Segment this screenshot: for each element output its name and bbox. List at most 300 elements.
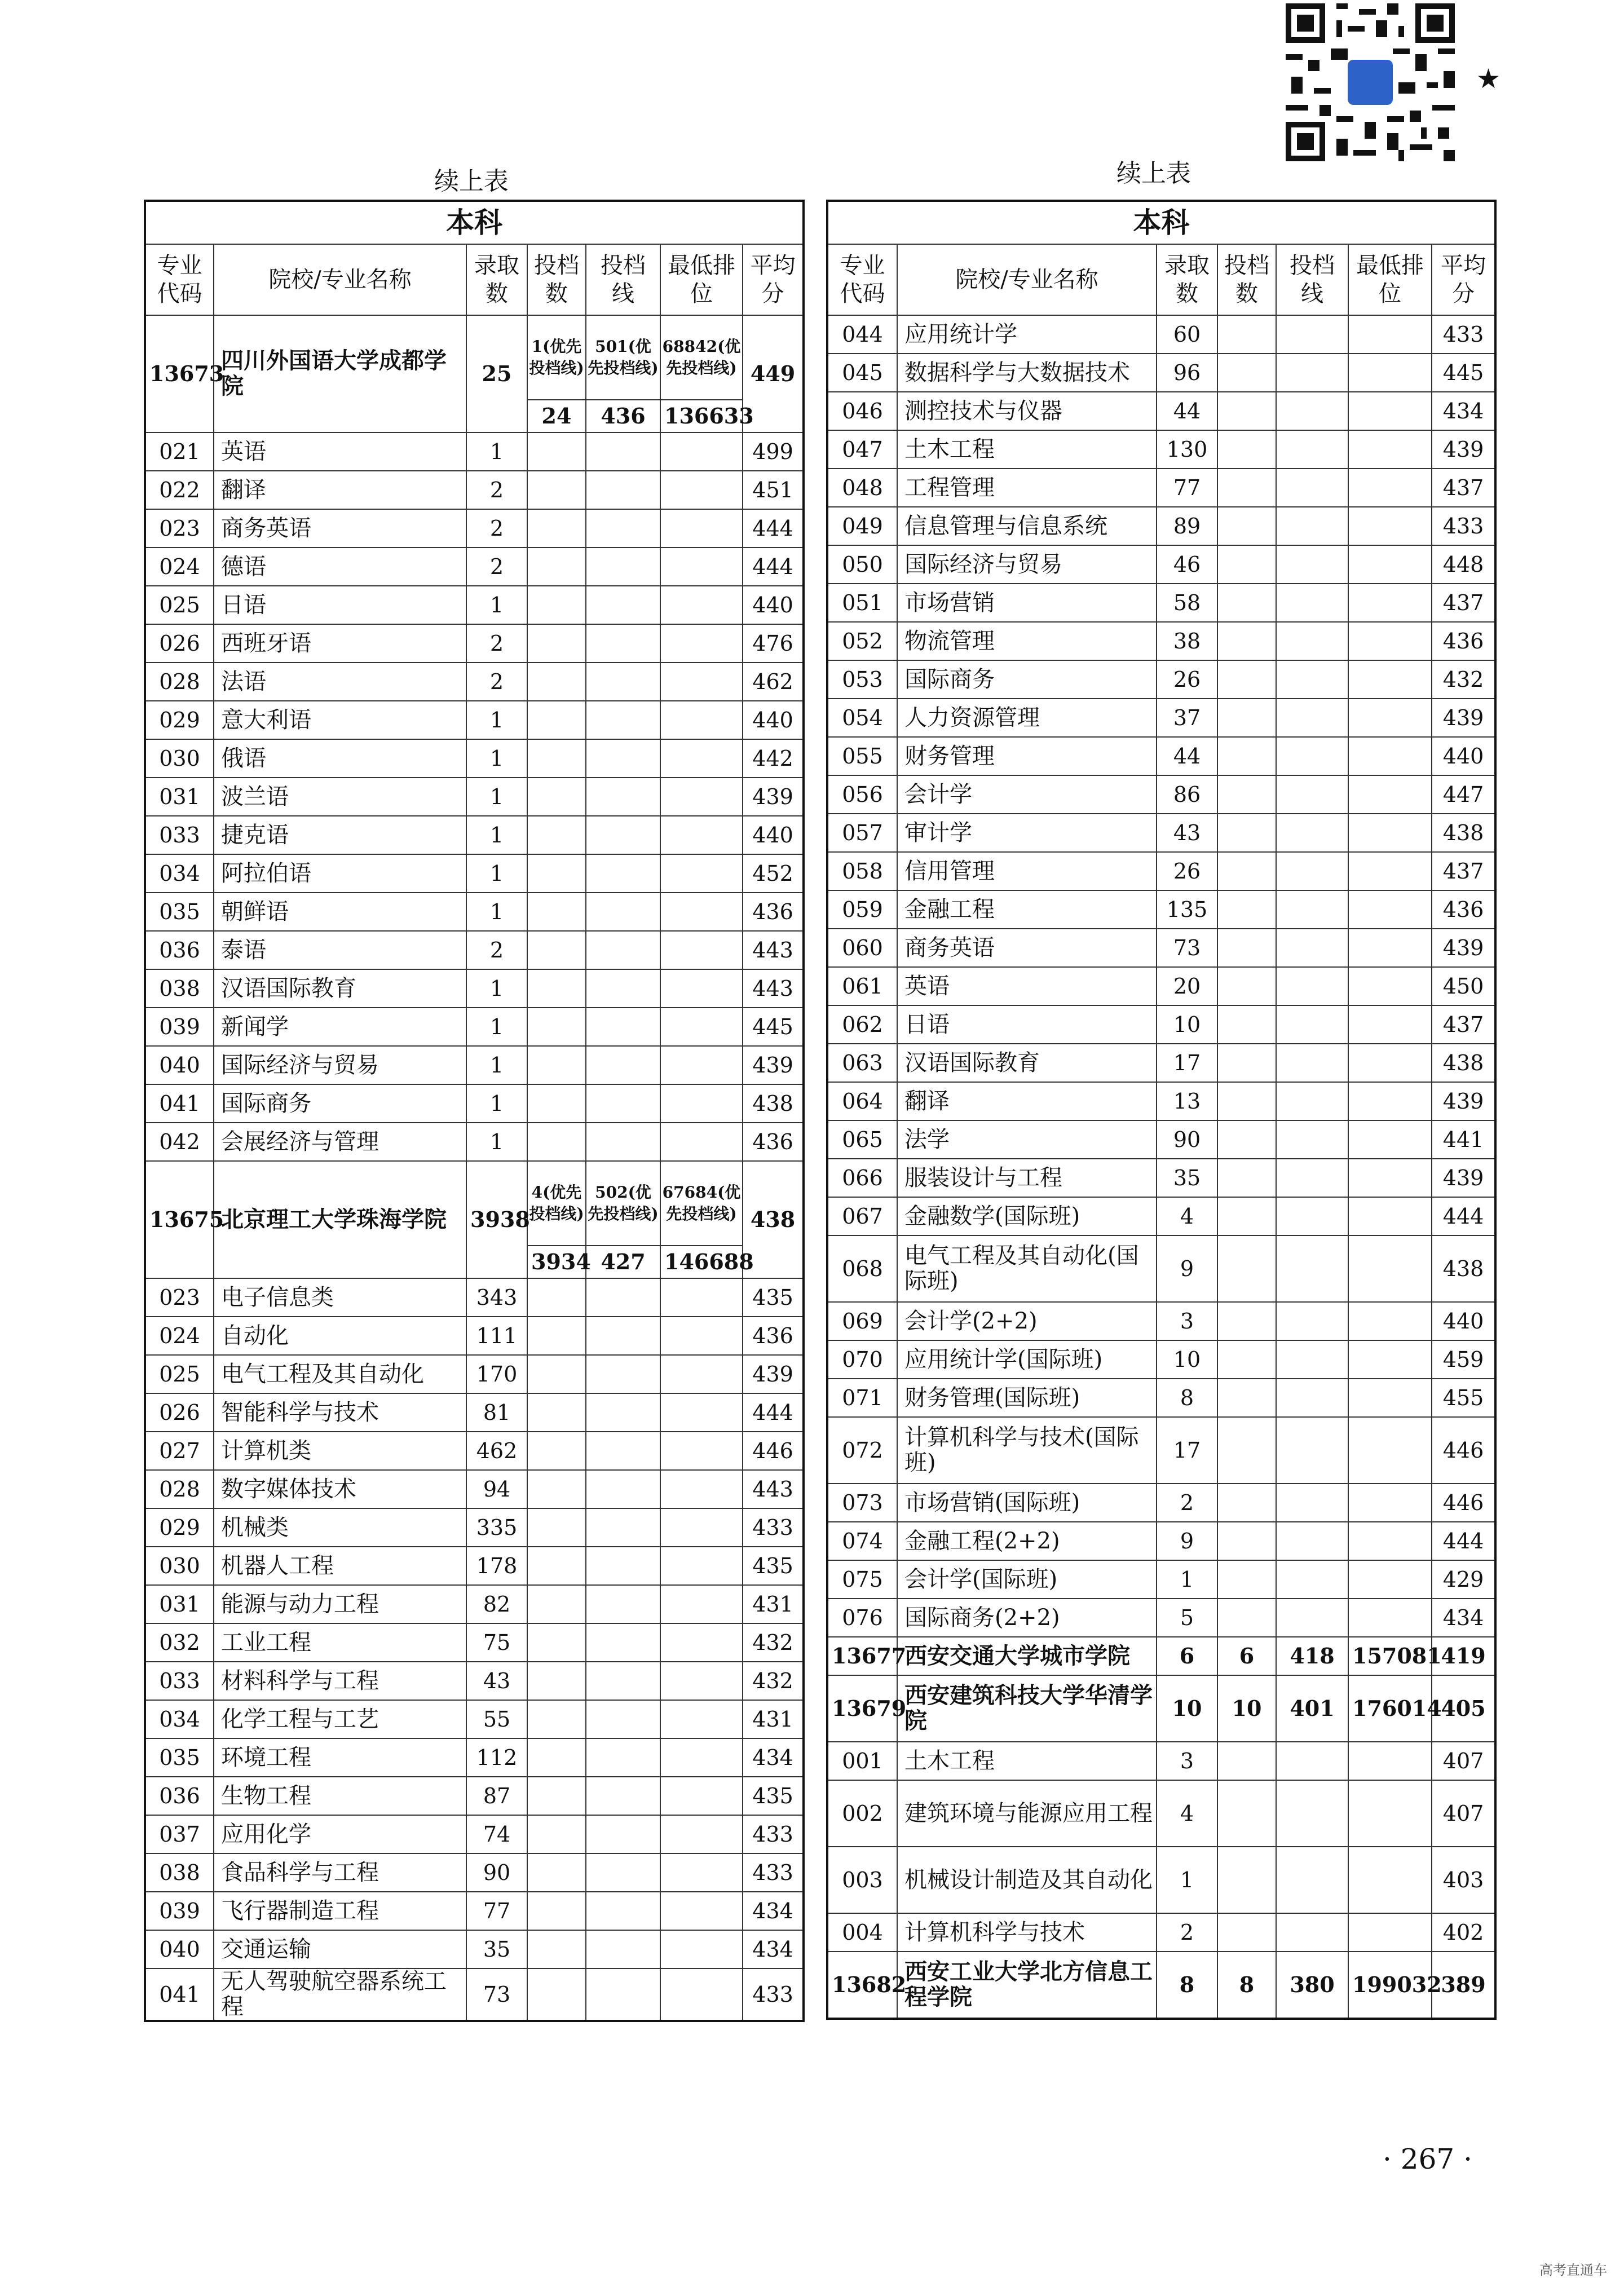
major-avg: 452 [743,854,804,893]
major-filed-line [1276,1847,1348,1913]
major-row [827,1159,1495,1197]
major-row [145,854,804,893]
major-avg: 433 [743,1968,804,2021]
major-filed-line [1276,507,1348,545]
major-code: 033 [145,1662,214,1700]
major-admitted: 1 [466,586,527,624]
major-name: 日语 [897,1005,1157,1044]
major-row [145,931,804,969]
major-code: 037 [145,1815,214,1853]
major-filed-count [527,1968,586,2021]
major-row [145,1123,804,1161]
major-filed-count [1217,1484,1276,1522]
major-name: 财务管理(国际班) [897,1379,1157,1417]
major-filed-count [1217,354,1276,392]
major-admitted: 1 [466,1084,527,1123]
major-filed-count [527,1355,586,1393]
institution-avg: 389 [1432,1952,1495,2019]
major-filed-line [586,1623,660,1662]
institution-admitted: 25 [466,315,527,432]
major-name: 计算机类 [214,1432,466,1470]
major-admitted: 44 [1157,737,1217,775]
major-admitted: 1 [466,816,527,854]
major-avg: 445 [1432,354,1495,392]
major-min-rank [1348,1197,1432,1235]
col-header-min-rank: 最低排位 [1348,244,1432,315]
major-avg: 433 [743,1815,804,1853]
major-row [145,1968,804,2021]
major-filed-line [586,1547,660,1585]
major-filed-line [1276,1120,1348,1159]
major-filed-count [1217,392,1276,430]
major-avg: 447 [1432,775,1495,814]
star-mark: ★ [1476,63,1501,95]
major-min-rank [660,1046,743,1084]
major-name: 电气工程及其自动化 [214,1355,466,1393]
major-code: 041 [145,1084,214,1123]
major-admitted: 112 [466,1738,527,1777]
major-name: 朝鲜语 [214,893,466,931]
major-filed-count [527,1815,586,1853]
major-admitted: 1 [466,1046,527,1084]
major-filed-count [1217,775,1276,814]
major-min-rank [660,1470,743,1508]
major-name: 机器人工程 [214,1547,466,1585]
major-code: 002 [827,1780,897,1847]
major-code: 027 [145,1432,214,1470]
major-name: 计算机科学与技术 [897,1913,1157,1952]
major-name: 材料科学与工程 [214,1662,466,1700]
major-avg: 435 [743,1547,804,1585]
major-admitted: 4 [1157,1197,1217,1235]
major-avg: 438 [1432,1044,1495,1082]
major-name: 智能科学与技术 [214,1393,466,1432]
major-filed-line [1276,1913,1348,1952]
major-filed-count [527,739,586,778]
major-avg: 437 [1432,469,1495,507]
major-filed-count [527,586,586,624]
major-name: 生物工程 [214,1777,466,1815]
major-code: 004 [827,1913,897,1952]
major-filed-line [1276,660,1348,699]
major-row [827,929,1495,967]
major-min-rank [660,778,743,816]
major-filed-count [1217,1340,1276,1379]
col-header-filed-line: 投档线 [1276,244,1348,315]
major-code: 070 [827,1340,897,1379]
major-filed-line [586,1355,660,1393]
major-min-rank [1348,1560,1432,1599]
major-code: 001 [827,1742,897,1780]
major-filed-line [586,969,660,1008]
major-code: 048 [827,469,897,507]
major-avg: 402 [1432,1913,1495,1952]
major-admitted: 77 [1157,469,1217,507]
major-code: 025 [145,586,214,624]
major-filed-count [527,1662,586,1700]
major-min-rank [1348,622,1432,660]
major-name: 能源与动力工程 [214,1585,466,1623]
major-avg: 438 [1432,1235,1495,1302]
major-min-rank [1348,1913,1432,1952]
major-row [827,737,1495,775]
institution-filed-line: 436 [586,400,660,432]
major-filed-count [527,1317,586,1355]
major-filed-count [527,1084,586,1123]
major-name: 工程管理 [897,469,1157,507]
major-min-rank [660,1008,743,1046]
major-min-rank [1348,1340,1432,1379]
major-avg: 432 [743,1623,804,1662]
major-filed-line [586,548,660,586]
major-row [827,699,1495,737]
major-code: 064 [827,1082,897,1120]
major-code: 049 [827,507,897,545]
major-code: 029 [145,1508,214,1547]
major-filed-line [586,663,660,701]
major-filed-count [1217,1120,1276,1159]
major-admitted: 26 [1157,660,1217,699]
major-code: 021 [145,432,214,471]
major-row [145,624,804,663]
major-admitted: 1 [466,969,527,1008]
major-filed-line [1276,1417,1348,1484]
major-min-rank [1348,1044,1432,1082]
major-row [145,663,804,701]
major-name: 飞行器制造工程 [214,1892,466,1930]
major-row [145,1355,804,1393]
major-code: 031 [145,1585,214,1623]
major-row [145,1777,804,1815]
major-avg: 437 [1432,852,1495,890]
major-min-rank [660,969,743,1008]
major-min-rank [660,931,743,969]
major-code: 047 [827,430,897,469]
major-filed-line [586,1968,660,2021]
major-code: 024 [145,548,214,586]
major-name: 应用统计学(国际班) [897,1340,1157,1379]
major-name: 国际经济与贸易 [214,1046,466,1084]
major-name: 会展经济与管理 [214,1123,466,1161]
major-code: 042 [145,1123,214,1161]
major-min-rank [660,586,743,624]
major-code: 023 [145,509,214,548]
major-filed-line [586,1815,660,1853]
major-filed-line [586,1585,660,1623]
major-row [145,701,804,739]
major-filed-count [1217,584,1276,622]
major-min-rank [660,1662,743,1700]
major-filed-line [1276,392,1348,430]
major-admitted: 35 [1157,1159,1217,1197]
major-admitted: 77 [466,1892,527,1930]
major-filed-line [586,1432,660,1470]
major-filed-line [586,1278,660,1317]
major-row [827,1847,1495,1913]
major-admitted: 8 [1157,1379,1217,1417]
major-name: 捷克语 [214,816,466,854]
major-filed-line [586,1393,660,1432]
col-header-avg: 平均分 [1432,244,1495,315]
major-name: 会计学(国际班) [897,1560,1157,1599]
major-min-rank [1348,545,1432,584]
priority-note-count: 4(优先投档线) [527,1161,586,1246]
major-filed-count [1217,507,1276,545]
major-code: 065 [827,1120,897,1159]
major-filed-count [527,1393,586,1432]
institution-admitted: 8 [1157,1952,1217,2019]
major-row [827,1005,1495,1044]
major-admitted: 35 [466,1930,527,1968]
major-filed-line [1276,469,1348,507]
col-header-code: 专业代码 [145,244,214,315]
major-min-rank [1348,1742,1432,1780]
major-avg: 439 [1432,699,1495,737]
major-row [145,1585,804,1623]
major-filed-count [1217,1417,1276,1484]
major-min-rank [660,1317,743,1355]
major-filed-line [586,854,660,893]
major-code: 068 [827,1235,897,1302]
major-code: 057 [827,814,897,852]
major-filed-count [1217,1082,1276,1120]
major-admitted: 2 [466,471,527,509]
major-filed-count [1217,315,1276,354]
institution-row [827,1637,1495,1675]
major-code: 044 [827,315,897,354]
major-admitted: 1 [466,432,527,471]
col-header-avg: 平均分 [743,244,804,315]
major-name: 化学工程与工艺 [214,1700,466,1738]
major-row [145,548,804,586]
major-row [827,1379,1495,1417]
major-row [827,775,1495,814]
institution-avg: 405 [1432,1675,1495,1742]
major-min-rank [660,1355,743,1393]
major-avg: 446 [1432,1417,1495,1484]
institution-avg: 438 [743,1161,804,1278]
major-row [145,432,804,471]
major-filed-count [1217,430,1276,469]
major-name: 土木工程 [897,1742,1157,1780]
major-name: 电子信息类 [214,1278,466,1317]
institution-avg: 419 [1432,1637,1495,1675]
institution-admitted: 6 [1157,1637,1217,1675]
major-admitted: 43 [1157,814,1217,852]
major-filed-count [1217,545,1276,584]
major-filed-count [527,1853,586,1892]
major-code: 029 [145,701,214,739]
major-filed-count [527,1008,586,1046]
major-row [145,1892,804,1930]
major-min-rank [660,432,743,471]
major-admitted: 17 [1157,1417,1217,1484]
major-filed-line [586,586,660,624]
major-code: 063 [827,1044,897,1082]
major-code: 046 [827,392,897,430]
institution-name: 四川外国语大学成都学院 [214,315,466,432]
institution-code: 13675 [145,1161,214,1278]
col-header-filed-count: 投档数 [527,244,586,315]
major-min-rank [1348,699,1432,737]
major-admitted: 3 [1157,1302,1217,1340]
major-row [145,1623,804,1662]
major-filed-line [586,1008,660,1046]
major-admitted: 3 [1157,1742,1217,1780]
major-filed-count [1217,1235,1276,1302]
major-min-rank [1348,392,1432,430]
major-name: 国际商务 [214,1084,466,1123]
major-name: 国际商务 [897,660,1157,699]
major-filed-count [1217,1159,1276,1197]
institution-name: 北京理工大学珠海学院 [214,1161,466,1278]
major-code: 028 [145,663,214,701]
page-number: · 267 · [1383,2143,1473,2175]
major-avg: 445 [743,1008,804,1046]
major-row [827,392,1495,430]
major-min-rank [660,1815,743,1853]
major-filed-count [527,1623,586,1662]
major-admitted: 178 [466,1547,527,1585]
major-row [827,1599,1495,1637]
major-admitted: 89 [1157,507,1217,545]
major-filed-count [527,1585,586,1623]
major-min-rank [660,854,743,893]
section-title: 本科 [145,201,804,244]
major-avg: 436 [743,1317,804,1355]
major-name: 应用统计学 [897,315,1157,354]
major-filed-line [1276,1560,1348,1599]
major-row [145,969,804,1008]
major-filed-line [1276,1742,1348,1780]
major-name: 电气工程及其自动化(国际班) [897,1235,1157,1302]
major-min-rank [660,509,743,548]
major-code: 032 [145,1623,214,1662]
major-code: 036 [145,1777,214,1815]
major-filed-count [527,931,586,969]
major-name: 意大利语 [214,701,466,739]
major-name: 机械类 [214,1508,466,1547]
major-code: 075 [827,1560,897,1599]
major-code: 054 [827,699,897,737]
institution-name: 西安交通大学城市学院 [897,1637,1157,1675]
major-filed-count [1217,1742,1276,1780]
major-row [145,1662,804,1700]
major-avg: 434 [743,1930,804,1968]
major-code: 060 [827,929,897,967]
major-name: 德语 [214,548,466,586]
priority-note-count: 1(优先投档线) [527,315,586,400]
major-admitted: 4 [1157,1780,1217,1847]
major-min-rank [1348,814,1432,852]
major-code: 025 [145,1355,214,1393]
major-admitted: 60 [1157,315,1217,354]
major-name: 信息管理与信息系统 [897,507,1157,545]
major-filed-count [1217,1599,1276,1637]
major-name: 泰语 [214,931,466,969]
major-avg: 437 [1432,584,1495,622]
major-row [827,967,1495,1005]
col-header-admitted: 录取数 [466,244,527,315]
major-row [145,1317,804,1355]
major-admitted: 2 [466,509,527,548]
major-min-rank [660,1508,743,1547]
major-name: 会计学(2+2) [897,1302,1157,1340]
major-filed-line [586,701,660,739]
major-avg: 433 [1432,315,1495,354]
major-filed-line [1276,1159,1348,1197]
institution-min-rank: 199032 [1348,1952,1432,2019]
major-name: 俄语 [214,739,466,778]
major-filed-line [586,1508,660,1547]
major-avg: 440 [1432,737,1495,775]
major-filed-line [586,432,660,471]
major-min-rank [1348,1522,1432,1560]
major-min-rank [1348,929,1432,967]
major-admitted: 13 [1157,1082,1217,1120]
major-avg: 443 [743,969,804,1008]
major-admitted: 130 [1157,430,1217,469]
major-filed-count [527,893,586,931]
institution-filed-count: 10 [1217,1675,1276,1742]
major-avg: 407 [1432,1780,1495,1847]
major-admitted: 73 [1157,929,1217,967]
major-avg: 434 [743,1738,804,1777]
major-row [827,1044,1495,1082]
major-filed-line [1276,545,1348,584]
major-filed-count [1217,929,1276,967]
major-name: 国际经济与贸易 [897,545,1157,584]
major-row [827,1522,1495,1560]
major-min-rank [1348,1599,1432,1637]
major-admitted: 9 [1157,1522,1217,1560]
major-avg: 433 [1432,507,1495,545]
major-avg: 436 [1432,622,1495,660]
major-name: 翻译 [214,471,466,509]
major-filed-line [586,471,660,509]
major-min-rank [660,816,743,854]
major-admitted: 26 [1157,852,1217,890]
major-name: 计算机科学与技术(国际班) [897,1417,1157,1484]
major-admitted: 17 [1157,1044,1217,1082]
major-code: 035 [145,1738,214,1777]
col-header-admitted: 录取数 [1157,244,1217,315]
major-row [145,1815,804,1853]
major-code: 036 [145,931,214,969]
major-filed-count [1217,967,1276,1005]
major-filed-line [1276,1780,1348,1847]
major-filed-count [1217,622,1276,660]
major-row [827,1082,1495,1120]
major-filed-count [527,1123,586,1161]
major-admitted: 1 [466,893,527,931]
major-filed-line [1276,737,1348,775]
major-filed-count [527,854,586,893]
major-filed-count [527,432,586,471]
major-name: 土木工程 [897,430,1157,469]
major-admitted: 111 [466,1317,527,1355]
major-min-rank [1348,1780,1432,1847]
major-min-rank [660,1278,743,1317]
major-code: 030 [145,1547,214,1585]
major-min-rank [660,893,743,931]
major-filed-line [1276,852,1348,890]
major-filed-count [527,509,586,548]
major-row [145,1278,804,1317]
major-avg: 436 [743,893,804,931]
major-row [827,660,1495,699]
major-min-rank [1348,1484,1432,1522]
